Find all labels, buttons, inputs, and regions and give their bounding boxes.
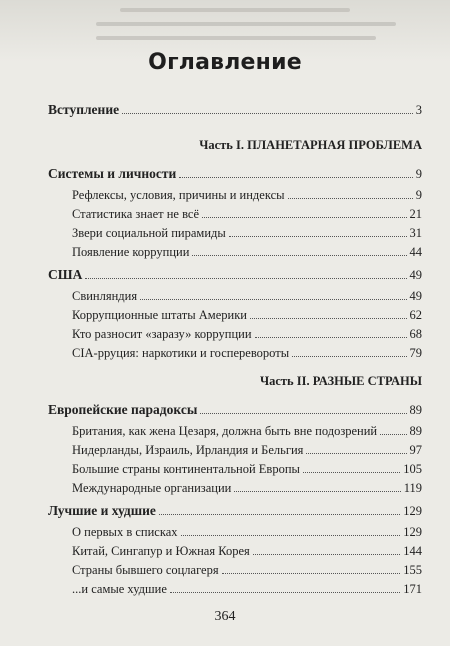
toc-item[interactable] xyxy=(72,343,422,361)
toc-item[interactable] xyxy=(72,324,422,342)
part-heading: Часть I. ПЛАНЕТАРНАЯ ПРОБЛЕМА xyxy=(199,138,422,152)
dot-leader xyxy=(229,236,407,237)
toc-item-page: 105 xyxy=(403,462,422,476)
dot-leader xyxy=(253,554,401,555)
dot-leader xyxy=(250,318,407,319)
toc-entry-intro[interactable] xyxy=(48,100,422,118)
toc-chapter-page: 49 xyxy=(409,268,422,282)
dot-leader xyxy=(255,337,407,338)
toc-item[interactable] xyxy=(72,185,422,203)
toc-chapter-page: 9 xyxy=(415,167,422,181)
toc-item-page: 79 xyxy=(409,346,422,360)
toc-item-label: Международные организации xyxy=(72,481,232,495)
toc-item-label: Свинляндия xyxy=(72,289,138,303)
toc-item[interactable] xyxy=(72,459,422,477)
toc-item[interactable] xyxy=(72,522,422,540)
toc-item-page: 31 xyxy=(409,226,422,240)
toc-item[interactable] xyxy=(72,579,422,597)
toc-item-page: 97 xyxy=(409,443,422,457)
dot-leader xyxy=(85,278,406,279)
toc-item-label: CIA-рруция: наркотики и госперевороты xyxy=(72,346,290,360)
dot-leader xyxy=(303,472,400,473)
toc-item-label: Страны бывшего соцлагеря xyxy=(72,563,219,577)
toc-chapter[interactable] xyxy=(48,400,422,418)
toc-item-page: 129 xyxy=(403,525,422,539)
toc-chapter-page: 129 xyxy=(403,504,422,518)
page-title: Оглавление xyxy=(148,50,302,75)
dot-leader xyxy=(202,217,406,218)
toc-chapter[interactable] xyxy=(48,164,422,182)
dot-leader xyxy=(306,453,406,454)
toc-item-label: Коррупционные штаты Америки xyxy=(72,308,247,322)
toc-chapter-label: Европейские парадоксы xyxy=(48,402,198,417)
toc-item-label: ...и самые худшие xyxy=(72,582,167,596)
toc-item[interactable] xyxy=(72,242,422,260)
toc-item-label: О первых в списках xyxy=(72,525,178,539)
toc-item-page: 119 xyxy=(403,481,422,495)
toc-entry-page: 3 xyxy=(415,103,422,117)
page-number: 364 xyxy=(214,609,236,624)
toc-item[interactable] xyxy=(72,204,422,222)
toc-item-page: 9 xyxy=(415,188,422,202)
toc-chapter-label: Системы и личности xyxy=(48,166,177,181)
dot-leader xyxy=(122,113,413,114)
toc-item[interactable] xyxy=(72,223,422,241)
toc-item-label: Кто разносит «заразу» коррупции xyxy=(72,327,252,341)
dot-leader xyxy=(234,491,400,492)
toc-entry-label: Вступление xyxy=(48,102,120,117)
toc-item[interactable] xyxy=(72,541,422,559)
toc-item[interactable] xyxy=(72,421,422,439)
toc-item-label: Рефлексы, условия, причины и индексы xyxy=(72,188,285,202)
dot-leader xyxy=(181,535,401,536)
dot-leader xyxy=(222,573,401,574)
toc-chapter[interactable] xyxy=(48,265,422,283)
part-heading: Часть II. РАЗНЫЕ СТРАНЫ xyxy=(259,374,422,388)
dot-leader xyxy=(200,413,406,414)
toc-item-label: Китай, Сингапур и Южная Корея xyxy=(72,544,250,558)
toc-item-page: 68 xyxy=(409,327,422,341)
toc-item-label: Британия, как жена Цезаря, должна быть вне подозрений xyxy=(72,424,378,438)
dot-leader xyxy=(179,177,412,178)
toc-item-page: 144 xyxy=(403,544,422,558)
dot-leader xyxy=(192,255,406,256)
dot-leader xyxy=(380,434,406,435)
toc-item-page: 44 xyxy=(409,245,422,259)
toc-item[interactable] xyxy=(72,478,422,496)
dot-leader xyxy=(292,356,406,357)
toc-item[interactable] xyxy=(72,305,422,323)
toc-item-label: Нидерланды, Израиль, Ирландия и Бельгия xyxy=(72,443,304,457)
toc-item-label: Появление коррупции xyxy=(72,245,190,259)
dot-leader xyxy=(140,299,406,300)
dot-leader xyxy=(170,592,400,593)
toc-item[interactable] xyxy=(72,286,422,304)
toc-item-page: 21 xyxy=(409,207,422,221)
toc-chapter-label: США xyxy=(48,267,83,282)
toc-item-label: Большие страны континентальной Европы xyxy=(72,462,300,476)
toc-item-page: 155 xyxy=(403,563,422,577)
toc-item-label: Статистика знает не всё xyxy=(72,207,200,221)
toc-item[interactable] xyxy=(72,560,422,578)
dot-leader xyxy=(288,198,413,199)
toc-item-page: 49 xyxy=(409,289,422,303)
toc-item-label: Звери социальной пирамиды xyxy=(72,226,226,240)
toc-chapter-label: Лучшие и худшие xyxy=(48,503,156,518)
toc-item-page: 89 xyxy=(409,424,422,438)
dot-leader xyxy=(159,514,400,515)
toc-chapter[interactable] xyxy=(48,501,422,519)
toc-item-page: 171 xyxy=(403,582,422,596)
toc-item[interactable] xyxy=(72,440,422,458)
toc-chapter-page: 89 xyxy=(409,403,422,417)
toc-item-page: 62 xyxy=(409,308,422,322)
